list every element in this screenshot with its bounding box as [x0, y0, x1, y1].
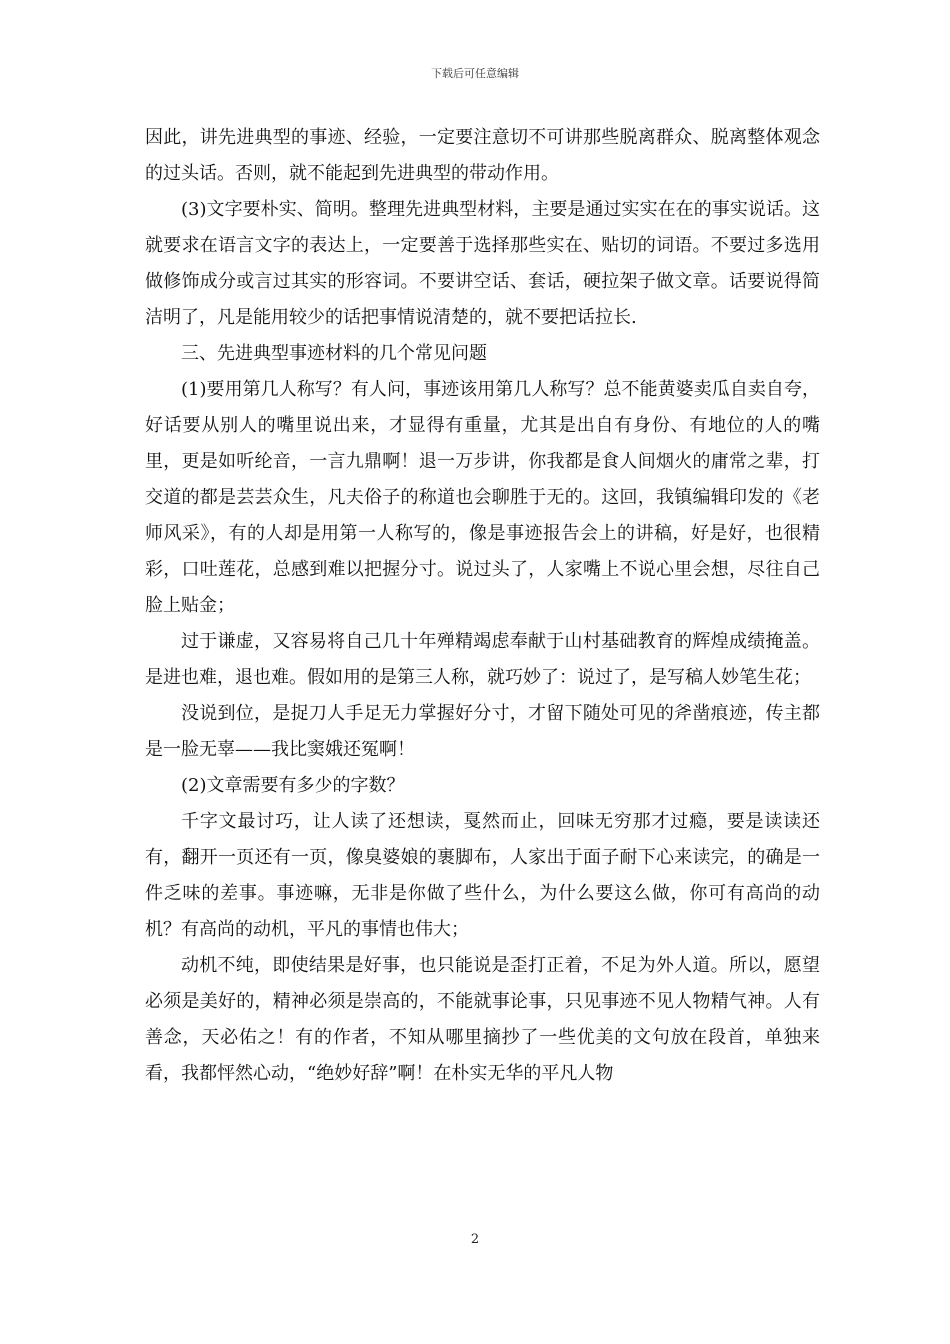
paragraph: 千字文最讨巧，让人读了还想读，戛然而止，回味无穷那才过瘾，要是读读还有，翻开一页还有一页，像臭婆娘的裹脚布，人家出于面子耐下心来读完，的确是一件乏味的差事。事迹嘛，无非是你做了些什么，为什么要这么做，你可有高尚的动机？有高尚的动机，平凡的事情也伟大； — [145, 811, 820, 940]
subheading: (2)文章需要有多少的字数？ — [181, 775, 405, 796]
document-body — [145, 120, 820, 1092]
paragraph: 过于谦虚，又容易将自己几十年殚精竭虑奉献于山村基础教育的辉煌成绩掩盖。是进也难，退也难。假如用的是第三人称，就巧妙了：说过了，是写稿人妙笔生花； — [145, 631, 820, 688]
paragraph: 没说到位，是捉刀人手足无力掌握好分寸，才留下随处可见的斧凿痕迹，传主都是一脸无辜——我比窦娥还冤啊！ — [145, 703, 820, 760]
paragraph: 因此，讲先进典型的事迹、经验，一定要注意切不可讲那些脱离群众、脱离整体观念的过头话。否则，就不能起到先进典型的带动作用。 — [145, 127, 820, 184]
paragraph: 动机不纯，即使结果是好事，也只能说是歪打正着，不足为外人道。所以，愿望必须是美好的，精神必须是崇高的，不能就事论事，只见事迹不见人物精气神。人有善念，天必佑之！有的作者，不知从哪里摘抄了一些优美的文句放在段首，单独来看，我都怦然心动，“绝妙好辞”啊！在朴实无华的平凡人物 — [145, 955, 820, 1084]
paragraph: (3)文字要朴实、简明。整理先进典型材料，主要是通过实实在在的事实说话。这就要求在语言文字的表达上，一定要善于选择那些实在、贴切的词语。不要过多选用做修饰成分或言过其实的形容词。不要讲空话、套话，硬拉架子做文章。话要说得简洁明了，凡是能用较少的话把事情说清楚的，就不要把话拉长. — [145, 199, 820, 328]
section-heading: 三、先进典型事迹材料的几个常见问题 — [181, 343, 487, 364]
paragraph: (1)要用第几人称写？有人问，事迹该用第几人称写？总不能黄婆卖瓜自卖自夸，好话要从别人的嘴里说出来，才显得有重量，尤其是出自有身份、有地位的人的嘴里，更是如听纶音，一言九鼎啊！退一万步讲，你我都是食人间烟火的庸常之辈，打交道的都是芸芸众生，凡夫俗子的称道也会聊胜于无的。这回，我镇编辑印发的《老师风采》，有的人却是用第一人称写的，像是事迹报告会上的讲稿，好是好，也很精彩，口吐莲花，总感到难以把握分寸。说过头了，人家嘴上不说心里会想，尽往自己脸上贴金； — [145, 379, 820, 616]
page-header: 下载后可任意编辑 — [431, 67, 519, 80]
page-number: 2 — [470, 1232, 480, 1247]
